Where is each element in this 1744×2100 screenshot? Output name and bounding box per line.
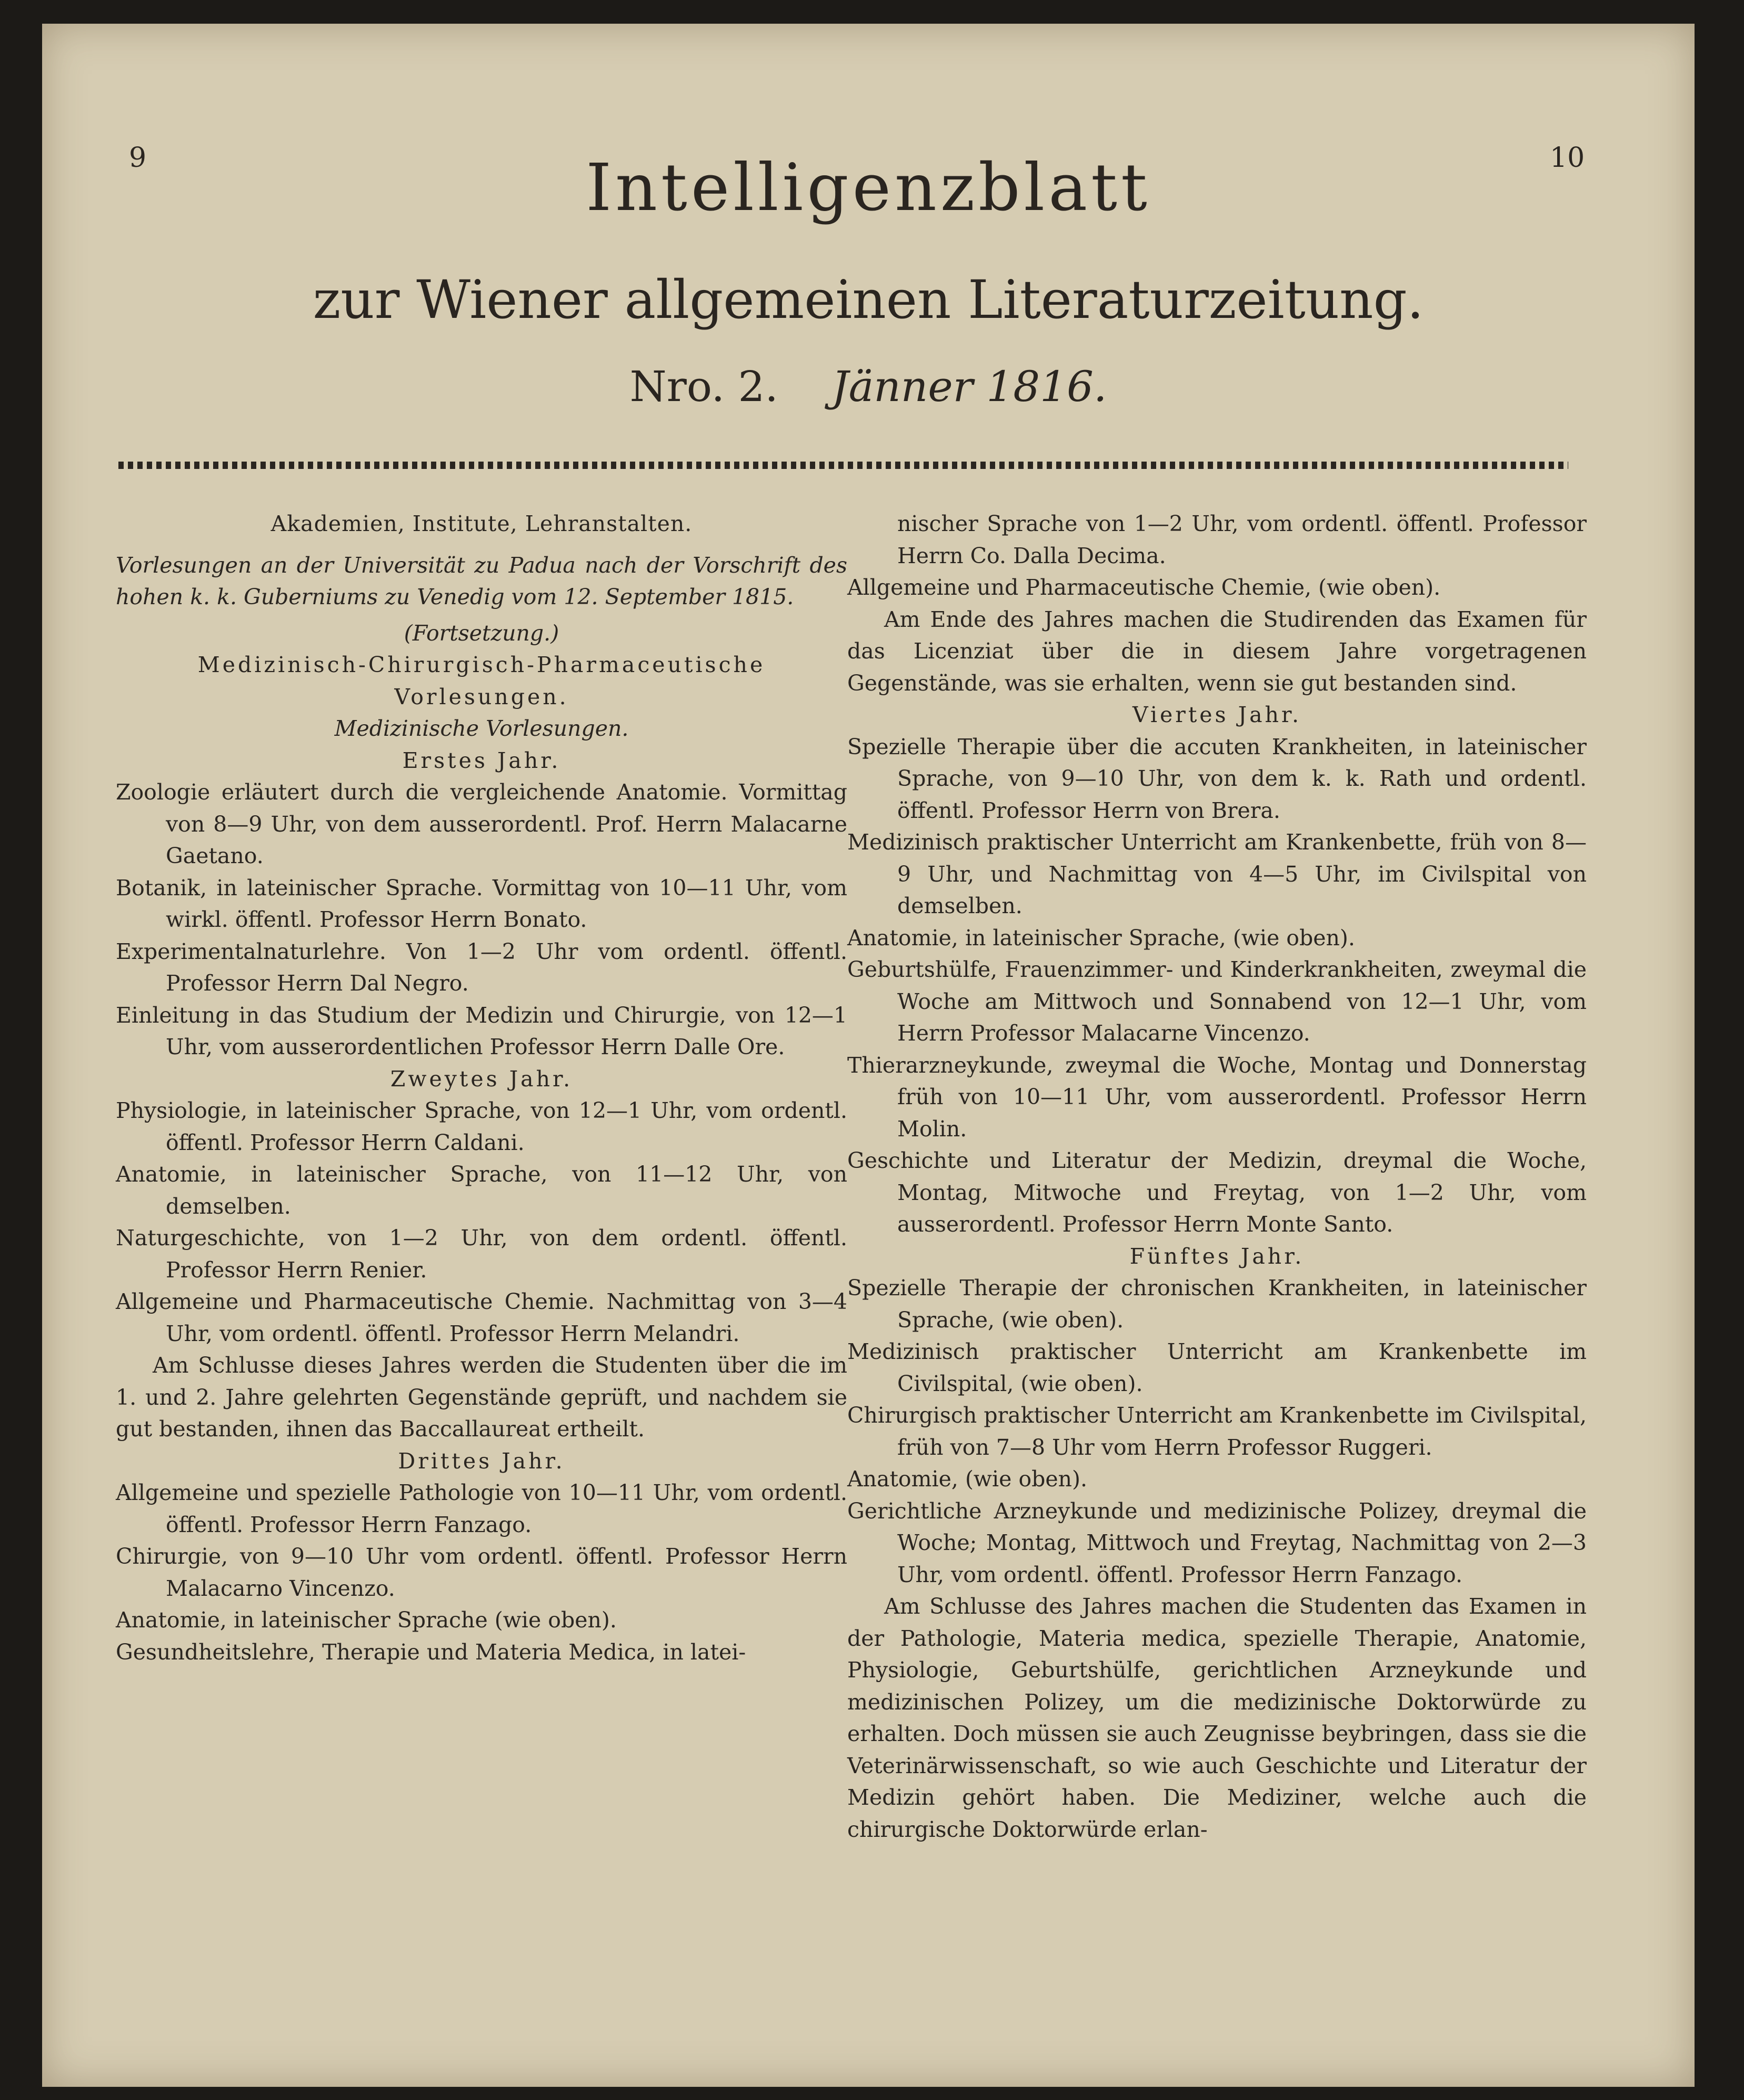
decorative-rule	[118, 462, 1568, 469]
year-heading: Viertes Jahr.	[1132, 702, 1302, 727]
masthead-title: Intelligenzblatt	[586, 150, 1151, 226]
issue-line	[42, 362, 1695, 411]
lecture-entry: Allgemeine und Pharmaceutische Chemie, (wie oben).	[847, 575, 1441, 600]
lecture-entry: Spezielle Therapie der chronischen Krankheiten, in lateinischer Sprache, (wie oben).	[847, 1275, 1587, 1333]
right-column	[847, 508, 1587, 1845]
year-heading: Fünftes Jahr.	[1129, 1243, 1305, 1269]
lecture-entry: Zoologie erläutert durch die vergleichende Anatomie. Vormittag von 8—9 Uhr, von dem ausserordentl. Prof. Herrn Malacarne Gaetano.	[116, 779, 847, 868]
lecture-entry: Geburtshülfe, Frauenzimmer- und Kinderkrankheiten, zweymal die Woche am Mittwoch und Sonnabend von 12—1 Uhr, vom Herrn Professor Malacarne Vincenzo.	[847, 957, 1587, 1046]
lecture-entry: Medizinisch praktischer Unterricht am Krankenbette, früh von 8—9 Uhr, und Nachmittag von 4—5 Uhr, im Civilspital von demselben.	[847, 829, 1587, 918]
paragraph: Am Schlusse des Jahres machen die Studenten das Examen in der Pathologie, Materia medica, spezielle Therapie, Anatomie, Physiologie, Geburtshülfe, gerichtlichen Arzneykunde und medizinischen Polizey, um die medizinische Doktorwürde zu erhalten. Doch müssen sie auch Zeugnisse beybringen, dass sie die Veterinärwissenschaft, so wie auch Geschichte und Literatur der Medizin gehört haben. Die Mediziner, welche auch die chirurgische Doktorwürde erlan-	[847, 1594, 1587, 1842]
lecture-entry: Allgemeine und Pharmaceutische Chemie. Nachmittag von 3—4 Uhr, vom ordentl. öffentl. Professor Herrn Melandri.	[116, 1289, 847, 1346]
lecture-entry: Thierarzneykunde, zweymal die Woche, Montag und Donnerstag früh von 10—11 Uhr, vom ausserordentl. Professor Herrn Molin.	[847, 1052, 1587, 1142]
lecture-entry: Anatomie, in lateinischer Sprache, von 11—12 Uhr, von demselben.	[116, 1162, 847, 1219]
lecture-entry: Anatomie, in lateinischer Sprache, (wie oben).	[847, 925, 1355, 951]
section-heading: Akademien, Institute, Lehranstalten.	[270, 511, 693, 536]
lecture-entry: Chirurgisch praktischer Unterricht am Krankenbette im Civilspital, früh von 7—8 Uhr vom Herrn Professor Ruggeri.	[847, 1403, 1587, 1460]
lecture-entry: Physiologie, in lateinischer Sprache, von 12—1 Uhr, vom ordentl. öffentl. Professor Herrn Caldani.	[116, 1098, 847, 1155]
lecture-entry: Medizinisch praktischer Unterricht am Krankenbette im Civilspital, (wie oben).	[847, 1339, 1587, 1396]
left-column	[116, 508, 847, 1668]
year-heading: Zweytes Jahr.	[390, 1066, 573, 1092]
lecture-entry: Anatomie, in lateinischer Sprache (wie oben).	[116, 1607, 617, 1633]
lecture-entry: Gerichtliche Arzneykunde und medizinische Polizey, dreymal die Woche; Montag, Mittwoch und Freytag, Nachmittag von 2—3 Uhr, vom ordentl. öffentl. Professor Herrn Fanzago.	[847, 1498, 1587, 1587]
paragraph: Am Schlusse dieses Jahres werden die Studenten über die im 1. und 2. Jahre gelehrten Gegenstände geprüft, und nachdem sie gut bestanden, ihnen das Baccallaureat ertheilt.	[116, 1353, 847, 1442]
issue-date: Jänner 1816.	[831, 362, 1107, 411]
lecture-entry: Geschichte und Literatur der Medizin, dreymal die Woche, Montag, Mitwoche und Freytag, von 1—2 Uhr, vom ausserordentl. Professor Herrn Monte Santo.	[847, 1148, 1587, 1237]
newspaper-page	[42, 24, 1695, 2087]
article-heading: Vorlesungen an der Universität zu Padua nach der Vorschrift des hohen k. k. Guberniums zu Venedig vom 12. September 1815.	[116, 552, 847, 609]
lecture-entry: Experimentalnaturlehre. Von 1—2 Uhr vom ordentl. öffentl. Professor Herrn Dal Negro.	[116, 938, 847, 996]
subheading: (Fortsetzung.)	[404, 620, 559, 646]
page-number-right: 10	[1550, 142, 1585, 174]
year-heading: Erstes Jahr.	[402, 747, 561, 773]
continued-entry: nischer Sprache von 1—2 Uhr, vom ordentl. öffentl. Professor Herrn Co. Dalla Decima.	[897, 511, 1587, 568]
lecture-entry: Spezielle Therapie über die accuten Krankheiten, in lateinischer Sprache, von 9—10 Uhr, von dem k. k. Rath und ordentl. öffentl. Professor Herrn von Brera.	[847, 734, 1587, 823]
lecture-entry: Chirurgie, von 9—10 Uhr vom ordentl. öffentl. Professor Herrn Malacarno Vincenzo.	[116, 1544, 847, 1601]
year-heading: Medizinisch-Chirurgisch-Pharmaceutische Vorlesungen.	[197, 652, 766, 709]
lecture-entry: Anatomie, (wie oben).	[847, 1466, 1088, 1492]
paragraph: Am Ende des Jahres machen die Studirenden das Examen für das Licenziat über die in diesem Jahre vorgetragenen Gegenstände, was sie erhalten, wenn sie gut bestanden sind.	[847, 606, 1587, 696]
page-number-left: 9	[129, 142, 147, 174]
issue-number: Nro. 2.	[629, 362, 778, 411]
lecture-entry: Einleitung in das Studium der Medizin und Chirurgie, von 12—1 Uhr, vom ausserordentlichen Professor Herrn Dalle Ore.	[116, 1002, 847, 1059]
lecture-entry: Naturgeschichte, von 1—2 Uhr, von dem ordentl. öffentl. Professor Herrn Renier.	[116, 1225, 847, 1283]
lecture-entry: Allgemeine und spezielle Pathologie von 10—11 Uhr, vom ordentl. öffentl. Professor Herrn Fanzago.	[116, 1480, 847, 1537]
subheading: Medizinische Vorlesungen.	[334, 716, 629, 741]
lecture-entry: Gesundheitslehre, Therapie und Materia Medica, in latei-	[116, 1639, 746, 1665]
masthead-subtitle: zur Wiener allgemeinen Literaturzeitung.	[313, 269, 1424, 331]
year-heading: Drittes Jahr.	[398, 1448, 565, 1474]
lecture-entry: Botanik, in lateinischer Sprache. Vormittag von 10—11 Uhr, vom wirkl. öffentl. Professor Herrn Bonato.	[116, 875, 847, 932]
